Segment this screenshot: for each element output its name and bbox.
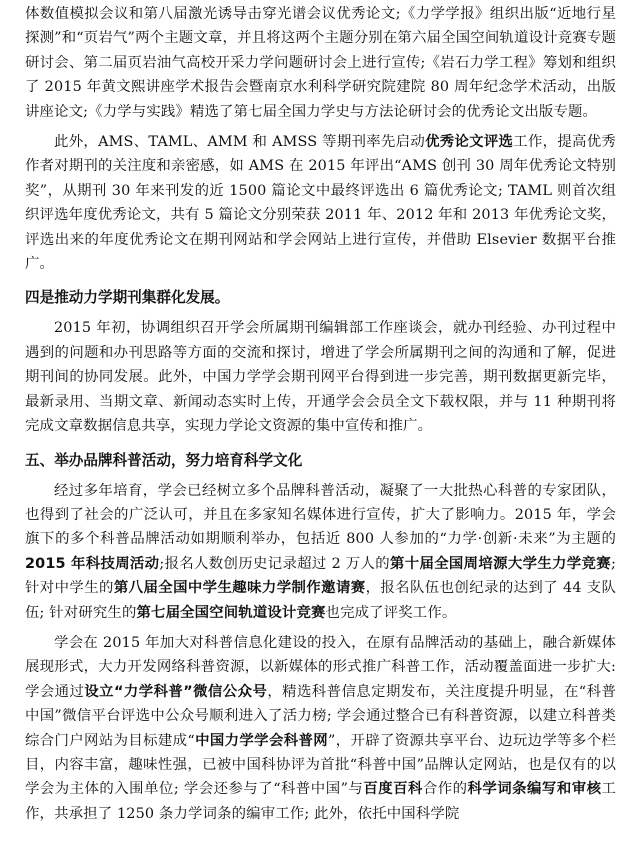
text-run: 学会在 2015 年加大对科普信息化建设的投入，在原有品牌活动的基础上，融合新媒体展现形式，大力开发网络科普资源，以新媒体的形式推广科普工作，活动覆盖面进一步扩大: 学会通过 [25, 634, 616, 700]
bold-phrase: 百度百科 [363, 781, 423, 798]
text-run: 工作，提高优秀作者对期刊的关注度和亲密感，如 AMS 在 2015 年评出“AMS 创刊 30 周年优秀论文特别奖”，从期刊 30 年来刊发的近 1500 篇论文中最终评选出 6 篇优秀论文; TAML 则首次组织评选年度优秀论文，共有 5 篇论文分别荣获 2011 年、2012 年和 2013 年优秀论文奖，评选出来的年度优秀论文在期刊网站和学会网站上进行宣传，并借助 Elsevier 数据平台推广。 [25, 134, 616, 273]
text-run: 工作，共承担了 1250 条力学词条的编审工作; 此外，依托中国科学院 [25, 781, 617, 822]
bold-phrase: 优秀论文评选 [425, 134, 514, 151]
bold-phrase: 第十届全国周培源大学生力学竞赛 [390, 555, 611, 572]
text-run: ;报名人数创历史记录超过 2 万人的 [159, 555, 390, 572]
body-paragraph [25, 316, 616, 438]
text-run: ，报名队伍也创纪录的达到了 44 支队伍; 针对研究生的 [25, 580, 616, 621]
bold-phrase: 2015 年科技周活动 [25, 555, 160, 572]
section-heading: 五、举办品牌科普活动，努力培育科学文化 [25, 451, 303, 469]
text-run: ”，开辟了资源共享平台、边玩边学等多个栏目，内容丰富，趣味性强，已被中国科协评为首批“科普中国”品牌认定网站，也是仅有的以学会为主体的入围单位; 学会还参与了“科普中国”与 [25, 732, 616, 798]
bold-phrase: 第七届全国空间轨道设计竞赛 [136, 604, 326, 621]
bold-phrase: 科学词条编写和审核 [467, 781, 602, 798]
body-paragraph [25, 2, 616, 124]
body-paragraph [25, 631, 616, 826]
text-run: 2015 年初，协调组织召开学会所属期刊编辑部工作座谈会，就办刊经验、办刊过程中遇到的问题和办刊思路等方面的交流和探讨，增进了学会所属期刊之间的沟通和了解，促进期刊间的协同发展。此外，中国力学学会期刊网平台得到进一步完善，期刊数据更新完毕，最新录用、当期文章、新闻动态实时上传，开通学会会员全文下载权限，并与 11 种期刊将完成文章数据信息共享，实现力学论文资源的集中宣传和推广。 [25, 320, 616, 435]
text-run: ; 针对中学生的 [25, 555, 616, 597]
bold-phrase: 中国力学学会科普网 [194, 732, 328, 749]
section-heading: 四是推动力学期刊集群化发展。 [25, 289, 230, 307]
bold-phrase: 第八届全国中学生趣味力学制作邀请赛 [113, 580, 366, 597]
text-run: 此外，AMS、TAML、AMM 和 AMSS 等期刊率先启动 [54, 134, 426, 151]
bold-phrase: 设立“力学科普”微信公众号 [84, 683, 268, 700]
text-run: ，精选科普信息定期发布，关注度提升明显，在“科普中国”微信平台评选中公众号顺利进入了活力榜; 学会通过整合已有科普资源，以建立科普类综合门户网站为目标建成“ [25, 683, 616, 749]
text-run: 合作的 [422, 781, 468, 798]
body-paragraph [25, 479, 616, 625]
body-paragraph [25, 130, 616, 276]
text-run: 经过多年培育，学会已经树立多个品牌科普活动，凝聚了一大批热心科普的专家团队，也得到了社会的广泛认可，并且在多家知名媒体进行宣传，扩大了影响力。2015 年，学会旗下的多个科普品牌活动如期顺利举办，包括近 800 人参加的“力学·创新·未来”为主题的 [25, 482, 616, 548]
text-run: 也完成了评奖工作。 [325, 604, 457, 621]
text-run: 体数值模拟会议和第八届激光诱导击穿光谱会议优秀论文;《力学学报》组织出版“近地行星探测”和“页岩气”两个主题文章，并且将这两个主题分别在第六届全国空间轨道设计竞赛专题研讨会、第二届页岩油气高校开采力学问题研讨会上进行宣传;《岩石力学工程》筹划和组织了 2015 年黄文熙讲座学术报告会暨南京水利科学研究院建院 80 周年纪念学术活动，出版讲座论文;《力学与实践》精选了第七届全国力学史与方法论研讨会的优秀论文出版专题。 [25, 6, 616, 120]
